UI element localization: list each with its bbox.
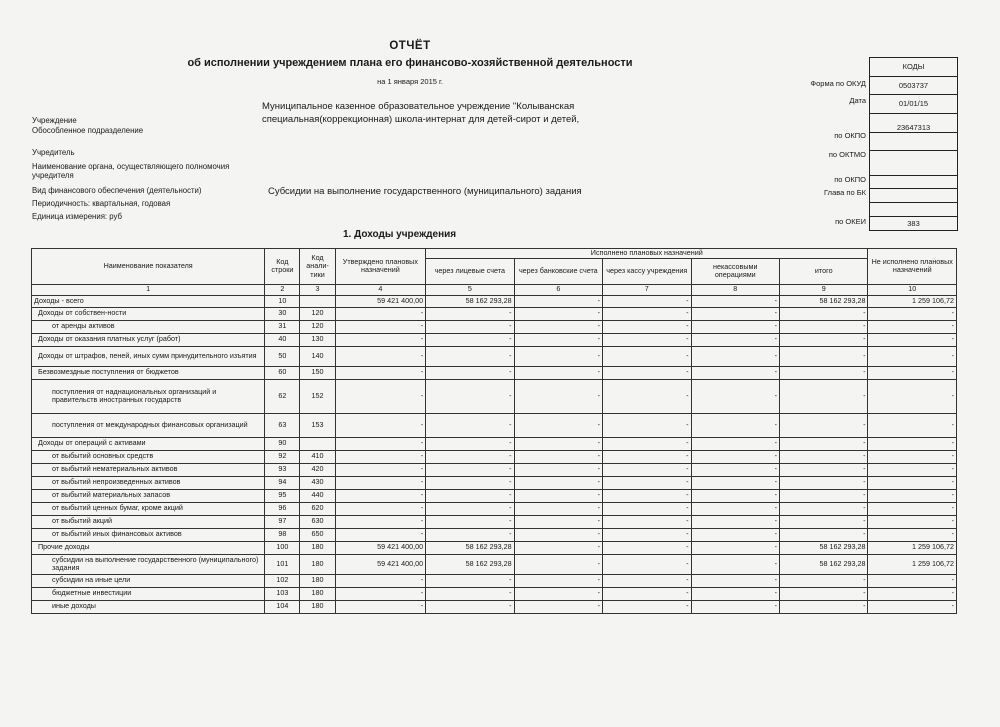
row-name: субсидии на иные цели (32, 574, 265, 587)
row-cash: - (603, 541, 691, 554)
table-row (32, 366, 957, 379)
row-bank-accounts: - (514, 502, 602, 515)
row-code: 92 (265, 450, 300, 463)
row-approved: - (335, 413, 425, 437)
row-unexecuted: - (868, 574, 957, 587)
table-row (32, 554, 957, 574)
codes-box (869, 57, 958, 231)
row-analytics: 152 (300, 379, 335, 413)
row-analytics: 120 (300, 320, 335, 333)
row-non-cash: - (691, 320, 779, 333)
subsidy-type: Субсидии на выполнение государственного (муниципального) задания (268, 186, 582, 197)
row-total: - (779, 600, 868, 613)
row-analytics: 150 (300, 366, 335, 379)
col-num: 9 (779, 284, 868, 295)
col-num: 3 (300, 284, 335, 295)
row-cash: - (603, 413, 691, 437)
row-approved: - (335, 489, 425, 502)
row-total: - (779, 346, 868, 366)
row-bank-accounts: - (514, 366, 602, 379)
row-approved: - (335, 587, 425, 600)
label-okpo: по ОКПО (834, 131, 866, 140)
label-okei: по ОКЕИ (835, 217, 866, 226)
col-header-kod-an: Код анали-тики (300, 249, 335, 285)
row-non-cash: - (691, 333, 779, 346)
row-personal-accounts: - (426, 463, 514, 476)
row-total: 58 162 293,28 (779, 554, 868, 574)
row-personal-accounts: - (426, 587, 514, 600)
row-unexecuted: - (868, 333, 957, 346)
row-non-cash: - (691, 489, 779, 502)
row-personal-accounts: 58 162 293,28 (426, 541, 514, 554)
row-unexecuted: - (868, 366, 957, 379)
row-approved: - (335, 320, 425, 333)
row-unexecuted: 1 259 106,72 (868, 554, 957, 574)
row-total: - (779, 450, 868, 463)
table-row (32, 346, 957, 366)
row-code: 94 (265, 476, 300, 489)
row-personal-accounts: - (426, 413, 514, 437)
row-total: 58 162 293,28 (779, 295, 868, 307)
row-cash: - (603, 307, 691, 320)
row-non-cash: - (691, 463, 779, 476)
row-name: поступления от международных финансовых организаций (32, 413, 265, 437)
row-total: - (779, 515, 868, 528)
row-analytics (300, 295, 335, 307)
row-analytics: 180 (300, 554, 335, 574)
row-personal-accounts: - (426, 333, 514, 346)
row-code: 40 (265, 333, 300, 346)
row-approved: - (335, 528, 425, 541)
table-row (32, 476, 957, 489)
row-cash: - (603, 346, 691, 366)
row-unexecuted: - (868, 502, 957, 515)
row-total: - (779, 307, 868, 320)
row-code: 100 (265, 541, 300, 554)
table-row (32, 379, 957, 413)
row-cash: - (603, 600, 691, 613)
row-approved: - (335, 476, 425, 489)
row-non-cash: - (691, 515, 779, 528)
row-name: Доходы - всего (32, 295, 265, 307)
row-cash: - (603, 379, 691, 413)
table-row (32, 587, 957, 600)
col-header-bank: через банковские счета (514, 258, 602, 284)
row-total: - (779, 476, 868, 489)
row-cash: - (603, 450, 691, 463)
label-uchrezhdenie: Учреждение (32, 116, 77, 125)
row-bank-accounts: - (514, 541, 602, 554)
row-personal-accounts: - (426, 366, 514, 379)
row-approved: - (335, 515, 425, 528)
row-approved: - (335, 574, 425, 587)
col-num: 5 (426, 284, 514, 295)
codes-header: КОДЫ (870, 58, 957, 77)
row-non-cash: - (691, 379, 779, 413)
row-bank-accounts: - (514, 450, 602, 463)
col-num: 8 (691, 284, 779, 295)
row-code: 93 (265, 463, 300, 476)
row-analytics: 153 (300, 413, 335, 437)
row-analytics: 620 (300, 502, 335, 515)
row-code: 31 (265, 320, 300, 333)
row-bank-accounts: - (514, 489, 602, 502)
code-date: 01/01/15 (870, 95, 957, 114)
table-row (32, 463, 957, 476)
row-bank-accounts: - (514, 574, 602, 587)
row-cash: - (603, 437, 691, 450)
table-row (32, 489, 957, 502)
row-personal-accounts: - (426, 528, 514, 541)
row-unexecuted: - (868, 437, 957, 450)
table-row (32, 437, 957, 450)
col-num: 6 (514, 284, 602, 295)
row-bank-accounts: - (514, 463, 602, 476)
table-row (32, 528, 957, 541)
label-forma: Форма по ОКУД (810, 79, 866, 88)
row-total: - (779, 528, 868, 541)
row-unexecuted: - (868, 450, 957, 463)
row-non-cash: - (691, 528, 779, 541)
row-non-cash: - (691, 413, 779, 437)
row-approved: - (335, 450, 425, 463)
row-personal-accounts: - (426, 574, 514, 587)
row-non-cash: - (691, 307, 779, 320)
row-name: Безвозмездные поступления от бюджетов (32, 366, 265, 379)
row-total: - (779, 320, 868, 333)
row-personal-accounts: 58 162 293,28 (426, 554, 514, 574)
label-podrazdelenie: Обособленное подразделение (32, 126, 144, 135)
row-non-cash: - (691, 295, 779, 307)
code-okpo-2 (870, 176, 957, 189)
row-bank-accounts: - (514, 295, 602, 307)
row-bank-accounts: - (514, 600, 602, 613)
row-unexecuted: - (868, 320, 957, 333)
row-non-cash: - (691, 502, 779, 515)
row-non-cash: - (691, 366, 779, 379)
row-unexecuted: - (868, 476, 957, 489)
row-code: 98 (265, 528, 300, 541)
row-code: 10 (265, 295, 300, 307)
row-name: от выбытий ценных бумаг, кроме акций (32, 502, 265, 515)
row-approved: - (335, 379, 425, 413)
col-header-name: Наименование показателя (32, 249, 265, 285)
row-total: - (779, 333, 868, 346)
row-personal-accounts: - (426, 346, 514, 366)
row-non-cash: - (691, 346, 779, 366)
row-total: - (779, 366, 868, 379)
col-header-kassa: через кассу учреждения (603, 258, 691, 284)
row-unexecuted: - (868, 600, 957, 613)
institution-line-1: Муниципальное казенное образовательное учреждение "Колыванская (262, 101, 575, 112)
code-blank-1 (870, 151, 957, 176)
row-code: 95 (265, 489, 300, 502)
row-code: 30 (265, 307, 300, 320)
row-approved: - (335, 346, 425, 366)
row-bank-accounts: - (514, 307, 602, 320)
row-bank-accounts: - (514, 413, 602, 437)
row-total: - (779, 413, 868, 437)
code-okud: 0503737 (870, 77, 957, 96)
row-bank-accounts: - (514, 528, 602, 541)
row-bank-accounts: - (514, 320, 602, 333)
table-row (32, 515, 957, 528)
label-uchreditel: Учредитель (32, 148, 75, 157)
row-total: - (779, 489, 868, 502)
label-data: Дата (849, 96, 866, 105)
row-cash: - (603, 333, 691, 346)
col-num: 4 (335, 284, 425, 295)
row-analytics: 630 (300, 515, 335, 528)
row-analytics: 420 (300, 463, 335, 476)
row-code: 101 (265, 554, 300, 574)
table-row (32, 413, 957, 437)
label-vid: Вид финансового обеспечения (деятельности) (32, 186, 202, 195)
row-analytics: 180 (300, 541, 335, 554)
row-name: Доходы от операций с активами (32, 437, 265, 450)
row-unexecuted: - (868, 346, 957, 366)
row-non-cash: - (691, 437, 779, 450)
row-name: иные доходы (32, 600, 265, 613)
col-header-isp: Исполнено плановых назначений (426, 249, 868, 259)
code-glava (870, 189, 957, 203)
row-name: бюджетные инвестиции (32, 587, 265, 600)
row-cash: - (603, 587, 691, 600)
row-analytics: 180 (300, 587, 335, 600)
row-approved: 59 421 400,00 (335, 295, 425, 307)
institution-line-2: специальная(коррекционная) школа-интернат для детей-сирот и детей, (262, 114, 580, 125)
col-header-utv: Утверждено плановых назначений (335, 249, 425, 285)
row-total: - (779, 502, 868, 515)
row-personal-accounts: - (426, 476, 514, 489)
row-analytics (300, 437, 335, 450)
row-name: от выбытий нематериальных активов (32, 463, 265, 476)
row-cash: - (603, 502, 691, 515)
row-name: Прочие доходы (32, 541, 265, 554)
row-code: 104 (265, 600, 300, 613)
row-bank-accounts: - (514, 379, 602, 413)
label-glava: Глава по БК (824, 188, 866, 197)
row-code: 103 (265, 587, 300, 600)
table-row (32, 600, 957, 613)
row-unexecuted: - (868, 413, 957, 437)
row-personal-accounts: - (426, 489, 514, 502)
row-total: - (779, 463, 868, 476)
row-non-cash: - (691, 554, 779, 574)
row-approved: - (335, 463, 425, 476)
report-date: на 1 января 2015 г. (377, 77, 443, 86)
row-name: от выбытий непроизведенных активов (32, 476, 265, 489)
row-name: от выбытий акций (32, 515, 265, 528)
row-non-cash: - (691, 450, 779, 463)
row-analytics: 180 (300, 600, 335, 613)
report-subtitle: об исполнении учреждением плана его финансово-хозяйственной деятельности (187, 57, 633, 69)
row-cash: - (603, 489, 691, 502)
row-bank-accounts: - (514, 437, 602, 450)
row-total: - (779, 574, 868, 587)
table-row (32, 502, 957, 515)
row-total: 58 162 293,28 (779, 541, 868, 554)
row-bank-accounts: - (514, 587, 602, 600)
row-approved: 59 421 400,00 (335, 541, 425, 554)
row-code: 63 (265, 413, 300, 437)
code-oktmo (870, 133, 957, 152)
table-row (32, 307, 957, 320)
row-cash: - (603, 554, 691, 574)
row-cash: - (603, 295, 691, 307)
report-title: ОТЧЁТ (389, 40, 431, 52)
label-okpo-2: по ОКПО (834, 175, 866, 184)
row-code: 102 (265, 574, 300, 587)
row-non-cash: - (691, 476, 779, 489)
table-row (32, 295, 957, 307)
section-title: 1. Доходы учреждения (343, 229, 457, 240)
row-cash: - (603, 320, 691, 333)
label-unit: Единица измерения: руб (32, 212, 122, 221)
col-header-kod: Код строки (265, 249, 300, 285)
col-header-licevye: через лицевые счета (426, 258, 514, 284)
row-analytics: 440 (300, 489, 335, 502)
row-approved: - (335, 366, 425, 379)
row-unexecuted: - (868, 379, 957, 413)
row-personal-accounts: - (426, 450, 514, 463)
row-code: 96 (265, 502, 300, 515)
row-analytics: 130 (300, 333, 335, 346)
col-header-neisp: Не исполнено плановых назначений (868, 249, 957, 285)
row-bank-accounts: - (514, 515, 602, 528)
row-approved: - (335, 333, 425, 346)
row-analytics: 180 (300, 574, 335, 587)
row-name: субсидии на выполнение государственного (муниципального) задания (32, 554, 265, 574)
row-personal-accounts: - (426, 600, 514, 613)
row-unexecuted: 1 259 106,72 (868, 541, 957, 554)
row-code: 62 (265, 379, 300, 413)
row-bank-accounts: - (514, 476, 602, 489)
row-cash: - (603, 463, 691, 476)
row-personal-accounts: - (426, 307, 514, 320)
row-bank-accounts: - (514, 554, 602, 574)
code-okei: 383 (870, 217, 957, 231)
label-period: Периодичность: квартальная, годовая (32, 199, 171, 208)
col-num: 10 (868, 284, 957, 295)
institution-name (262, 100, 662, 126)
row-unexecuted: - (868, 307, 957, 320)
code-blank-2 (870, 203, 957, 217)
row-name: поступления от наднациональных организаций и правительств иностранных государств (32, 379, 265, 413)
col-header-itogo: итого (779, 258, 868, 284)
row-name: от выбытий основных средств (32, 450, 265, 463)
col-num: 7 (603, 284, 691, 295)
row-unexecuted: - (868, 587, 957, 600)
label-organ: Наименование органа, осуществляющего полномочия учредителя (32, 162, 230, 180)
row-cash: - (603, 366, 691, 379)
row-unexecuted: - (868, 515, 957, 528)
row-name: Доходы от штрафов, пеней, иных сумм принудительного изъятия (32, 346, 265, 366)
row-cash: - (603, 515, 691, 528)
income-table (31, 248, 957, 614)
row-total: - (779, 587, 868, 600)
row-non-cash: - (691, 574, 779, 587)
row-analytics: 650 (300, 528, 335, 541)
row-cash: - (603, 476, 691, 489)
row-unexecuted: - (868, 528, 957, 541)
table-row (32, 574, 957, 587)
row-approved: - (335, 307, 425, 320)
row-code: 97 (265, 515, 300, 528)
row-non-cash: - (691, 600, 779, 613)
code-okpo: 23647313 (870, 114, 957, 133)
col-header-nekas: некассовыми операциями (691, 258, 779, 284)
row-approved: 59 421 400,00 (335, 554, 425, 574)
row-cash: - (603, 528, 691, 541)
row-approved: - (335, 437, 425, 450)
row-analytics: 430 (300, 476, 335, 489)
col-num: 2 (265, 284, 300, 295)
col-num: 1 (32, 284, 265, 295)
row-name: от выбытий иных финансовых активов (32, 528, 265, 541)
row-total: - (779, 379, 868, 413)
row-unexecuted: 1 259 106,72 (868, 295, 957, 307)
row-analytics: 140 (300, 346, 335, 366)
row-name: от аренды активов (32, 320, 265, 333)
table-row (32, 333, 957, 346)
row-approved: - (335, 600, 425, 613)
row-personal-accounts: 58 162 293,28 (426, 295, 514, 307)
row-name: Доходы от оказания платных услуг (работ) (32, 333, 265, 346)
row-analytics: 410 (300, 450, 335, 463)
table-row (32, 320, 957, 333)
row-code: 50 (265, 346, 300, 366)
row-non-cash: - (691, 541, 779, 554)
row-personal-accounts: - (426, 515, 514, 528)
row-personal-accounts: - (426, 320, 514, 333)
row-bank-accounts: - (514, 346, 602, 366)
row-name: Доходы от собствен-ности (32, 307, 265, 320)
row-cash: - (603, 574, 691, 587)
row-personal-accounts: - (426, 502, 514, 515)
row-name: от выбытий материальных запасов (32, 489, 265, 502)
row-personal-accounts: - (426, 379, 514, 413)
row-code: 60 (265, 366, 300, 379)
row-unexecuted: - (868, 463, 957, 476)
row-non-cash: - (691, 587, 779, 600)
row-personal-accounts: - (426, 437, 514, 450)
row-unexecuted: - (868, 489, 957, 502)
row-approved: - (335, 502, 425, 515)
row-bank-accounts: - (514, 333, 602, 346)
label-oktmo: по ОКТМО (828, 150, 866, 159)
table-row (32, 541, 957, 554)
table-row (32, 450, 957, 463)
row-code: 90 (265, 437, 300, 450)
row-total: - (779, 437, 868, 450)
row-analytics: 120 (300, 307, 335, 320)
